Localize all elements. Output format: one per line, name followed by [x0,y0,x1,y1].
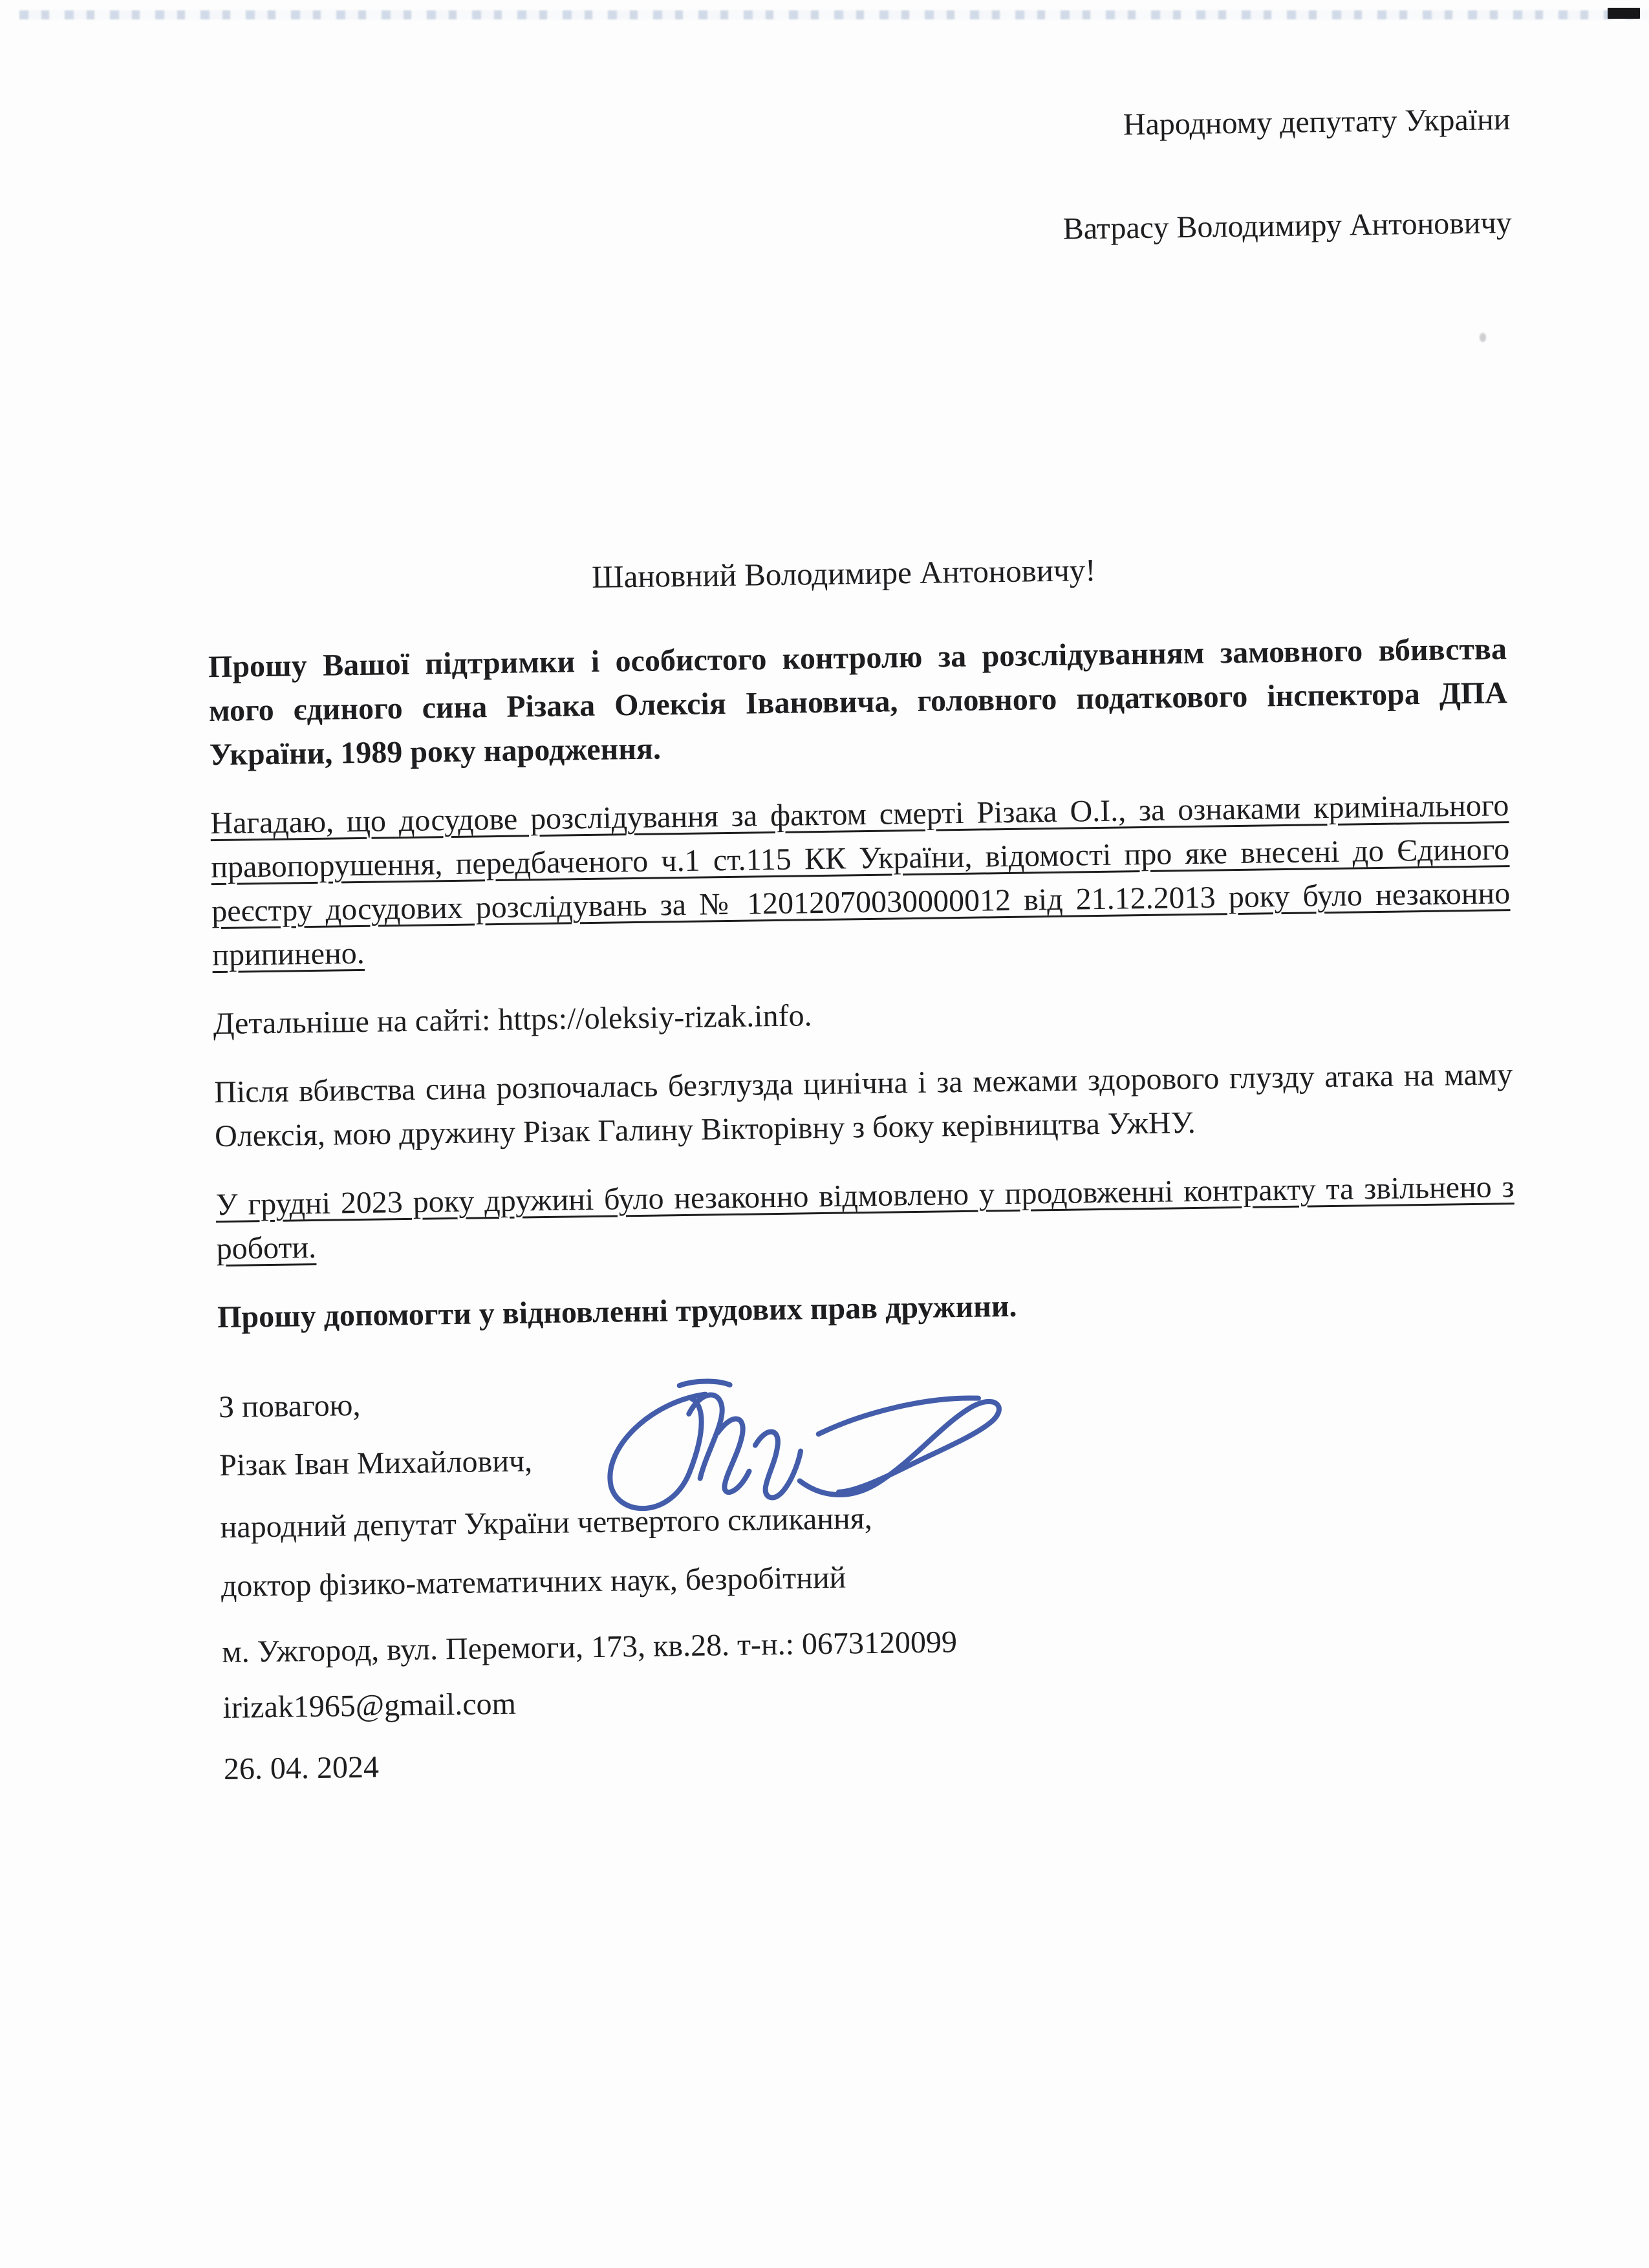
closing-line: З повагою, [218,1388,361,1425]
letter-body [208,627,1516,1364]
paragraph-wife-attack: Після вбивства сина розпочалась безглузда цинічна і за межами здорового глузду атака на маму Олексія, мою дружину Різак Галину Вікторівну з боку керівництва УжНУ. [213,1057,1513,1154]
paragraph-request-help: Прошу допомогти у відновленні трудових прав дружини. [217,1289,1017,1335]
recipient-line-2: Ватрасу Володимиру Антоновичу [1062,205,1513,246]
recipient-line-1: Народному депутату України [1123,102,1511,142]
sender-name: Різак Іван Михайлович, [219,1444,533,1483]
paragraph-website: Детальніше на сайті: https://oleksiy-rizak.info. [213,998,812,1042]
sender-address-phone: м. Ужгород, вул. Перемоги, 173, кв.28. т-н.: 0673120099 [221,1625,958,1670]
sender-title-doctor: доктор фізико-математичних наук, безробітний [221,1560,846,1604]
recipient-gap [1062,138,1511,211]
paragraph-request-investigation: Прошу Вашої підтримки і особистого контролю за розслідуванням замовного вбивства мого єдиного сина Різака Олексія Івановича, головного податкового інспектора ДПА України, 1989 року народження. [208,632,1508,773]
salutation: Шановний Володимире Антоновичу! [591,552,1096,595]
paragraph-case-details: Нагадаю, що досудове розслідування за фактом смерті Різака О.І., за ознаками кримінального правопорушення, передбаченого ч.1 ст.115 КК України, відомості про яке внесені до Єдиного реєстру досудових розслідувань за № 12012070030000012 від 21.12.2013 року було незаконно припинено. [210,788,1511,973]
signature-icon [590,1369,1025,1530]
letter-date: 26. 04. 2024 [223,1749,380,1787]
paragraph-contract-termination: У грудні 2023 року дружині було незаконно відмовлено у продовженні контракту та звільнено з роботи. [215,1170,1514,1267]
recipient-block [1061,102,1512,248]
sender-title-deputy: народний депутат України четвертого скликання, [220,1501,873,1545]
sender-email: irizak1965@gmail.com [222,1686,517,1726]
